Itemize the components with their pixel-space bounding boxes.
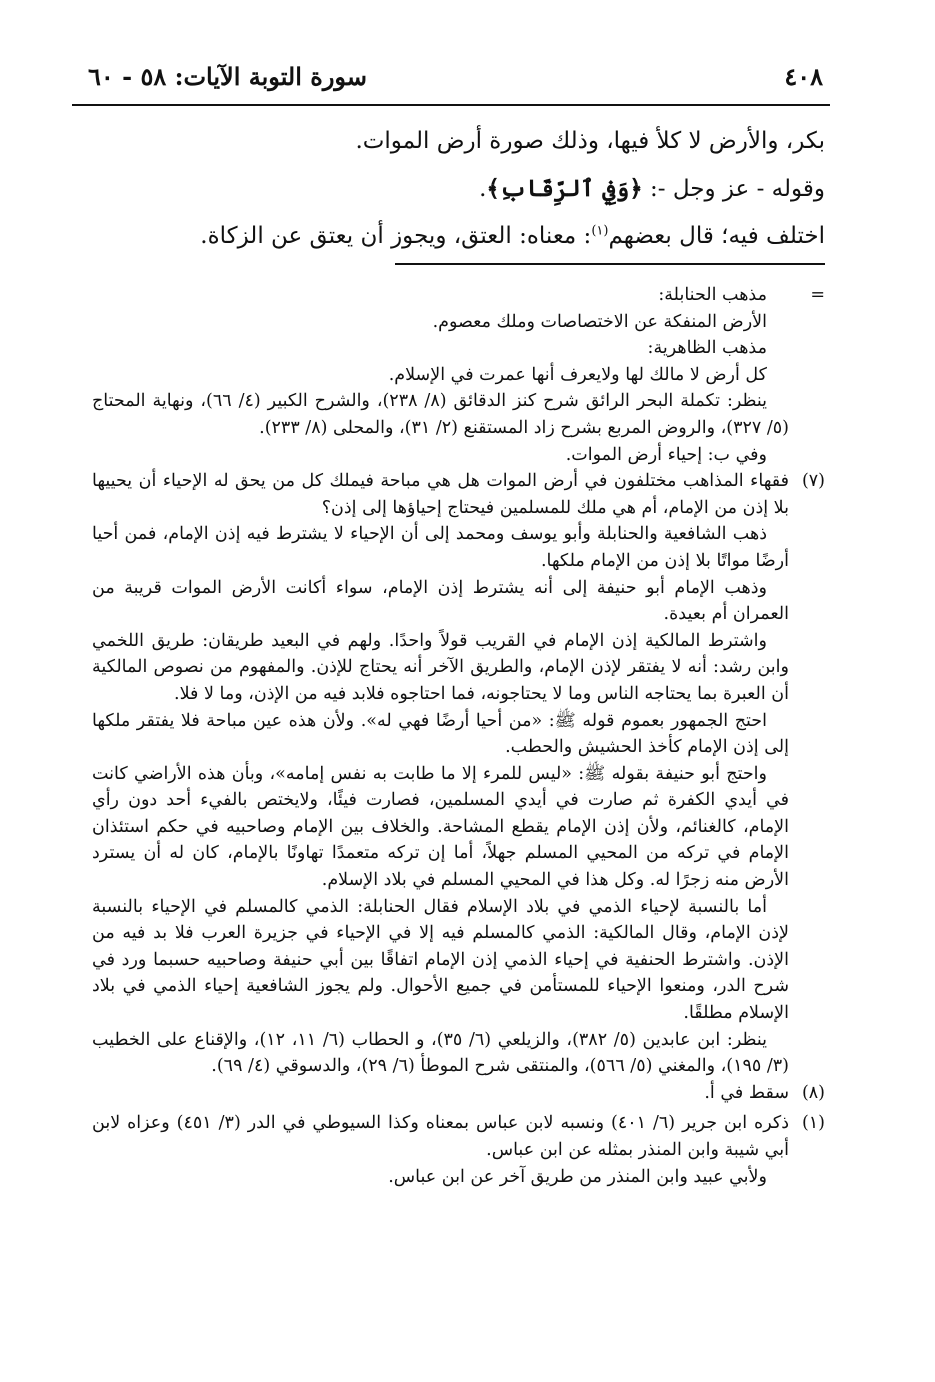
note-paragraph: أما بالنسبة لإحياء الذمي في بلاد الإسلام فقال الحنابلة: الذمي كالمسلم في الإحياء بالنسبة لإذن الإمام، وقال المالكية: الذمي كالمسلم فيه إلا في الإحياء في جزيرة العرب فلا بد فيه من الإذن. واشترط الحنفية في إحياء الذمي إذن الإمام اتفاقًا بين أبي حنيفة وصاحبيه حسبما ورد في شرح الدر، ومنعوا الإحياء للمستأمن في جميع الأحوال. ولم يجوز الشافعية إحياء الذمي في بلاد الإسلام مطلقًا.: [92, 896, 789, 1024]
page-number: ٤٠٨: [784, 62, 823, 91]
continuation-marker: =: [810, 285, 825, 305]
quran-quote: ﴿وَفِي ٱلرِّقَابِ﴾: [486, 175, 643, 202]
main-line-2-prefix: وقوله - عز وجل -:: [642, 176, 825, 202]
footnote-7-body: [92, 468, 789, 1080]
footnote-number-1: (١): [801, 1113, 825, 1134]
note-paragraph: وذهب الإمام أبو حنيفة إلى أنه يشترط إذن الإمام، سواء أكانت الأرض الموات قريبة من العمران أم بعيدة.: [92, 577, 789, 625]
note-line: ينظر: تكملة البحر الرائق شرح كنز الدقائق (٨/ ٢٣٨)، والشرح الكبير (٤/ ٦٦)، ونهاية المحتاج (٥/ ٣٢٧)، والروض المربع بشرح زاد المستقنع (٢/ ٣١)، والمحلى (٨/ ٢٣٣).: [92, 391, 789, 438]
note-line: وفي ب: إحياء أرض الموات.: [565, 444, 767, 465]
page-header: [88, 62, 823, 91]
main-line-2-suffix: .: [479, 176, 487, 202]
main-line-1: بكر، والأرض لا كلأ فيها، وذلك صورة أرض الموات.: [355, 128, 825, 154]
footnote-ref-1: (١): [591, 223, 609, 239]
note-paragraph: احتج الجمهور بعموم قوله ﷺ: «من أحيا أرضًا فهي له». ولأن هذه عين مباحة فلا يفتقر ملكها إلى إذن الإمام كأخذ الحشيش والحطب.: [92, 710, 789, 758]
main-line-3-prefix: اختلف فيه؛ قال بعضهم: [608, 223, 825, 249]
main-line-3-suffix: : معناه: العتق، ويجوز أن يعتق عن الزكاة.: [200, 223, 592, 249]
note-line: كل أرض لا مالك لها ولايعرف أنها عمرت في الإسلام.: [388, 364, 767, 385]
header-rule: [72, 104, 830, 106]
footnote-1-body: [92, 1110, 789, 1190]
footnote-continuation-body: [92, 282, 789, 468]
footnote-continuation: [92, 282, 825, 468]
note-paragraph: واشترط المالكية إذن الإمام في القريب قولاً واحدًا. ولهم في البعيد طريقان: طريق اللخمي وابن رشد: أنه لا يفتقر لإذن الإمام، والطريق الآخر أنه يحتاج للإذن. والمفهوم من نصوص المالكية أن العبرة بما يحتاجه الناس وما لا يحتاجونه، فما احتاجوه فلابد فيه من الإذن، وما لا فلا.: [92, 630, 789, 704]
main-line-2: [95, 165, 825, 213]
footnote-separator: [395, 263, 825, 265]
note-paragraph: فقهاء المذاهب مختلفون في أرض الموات هل هي مباحة فيملك كل من يحق له الإحياء أن يحييها بلا إذن من الإمام، أم هي ملك للمسلمين فيحتاج إحياؤها إلى إذن؟: [92, 471, 789, 518]
footnotes: [92, 282, 825, 1190]
footnote-number-7: (٧): [801, 471, 825, 492]
footnote-7: [92, 468, 825, 1080]
note-line: مذهب الحنابلة:: [658, 285, 767, 305]
note-paragraph: ولأبي عبيد وابن المنذر من طريق آخر عن ابن عباس.: [388, 1166, 767, 1187]
footnote-number-8: (٨): [801, 1082, 825, 1103]
note-paragraph: ذهب الشافعية والحنابلة وأبو يوسف ومحمد إلى أن الإحياء لا يشترط فيه إذن الإمام، فمن أحيا أرضًا مواتًا بلا إذن من الإمام ملكها.: [92, 524, 789, 571]
footnote-8: [92, 1080, 825, 1107]
note-line: الأرض المنفكة عن الاختصاصات وملك معصوم.: [432, 311, 767, 332]
note-paragraph: ذكره ابن جرير (٦/ ٤٠١) ونسبه لابن عباس بمعناه وكذا السيوطي في الدر (٣/ ٤٥١) وعزاه لابن أبي شيبة وابن المنذر بمثله عن ابن عباس.: [92, 1113, 789, 1160]
note-line: مذهب الظاهرية:: [647, 338, 767, 359]
note-references: ينظر: ابن عابدين (٥/ ٣٨٢)، والزيلعي (٦/ ٣٥)، و الحطاب (٦/ ١١، ١٢)، والإقناع على الخطيب (٣/ ١٩٥)، والمغني (٥/ ٥٦٦)، والمنتقى شرح الموطأ (٦/ ٢٩)، والدسوقي (٤/ ٦٩).: [92, 1029, 789, 1077]
note-paragraph: سقط في أ.: [704, 1082, 789, 1103]
running-title: سورة التوبة الآيات: ٥٨ - ٦٠: [88, 62, 367, 91]
note-paragraph: واحتج أبو حنيفة بقوله ﷺ: «ليس للمرء إلا ما طابت به نفس إمامه»، وبأن هذه الأراضي كانت في أيدي الكفرة ثم صارت في أيدي المسلمين، فصارت فيئًا، ولايختص بالفيء أحد دون رأي الإمام، كالغنائم، ولأن إذن الإمام يقطع المشاحة. والخلاف بين الإمام وصاحبيه في حكم استئذان الإمام في تركه من المحيي المسلم جهلاً، أما إن تركه متعمدًا تهاونًا بالإمام، كان له أن يسترد الأرض منه زجرًا له. وكل هذا في المحيي المسلم في بلاد الإسلام.: [92, 763, 789, 891]
main-line-3: [95, 213, 825, 260]
footnote-8-body: [92, 1080, 789, 1107]
footnote-1: [92, 1110, 825, 1190]
main-text: [95, 118, 825, 260]
